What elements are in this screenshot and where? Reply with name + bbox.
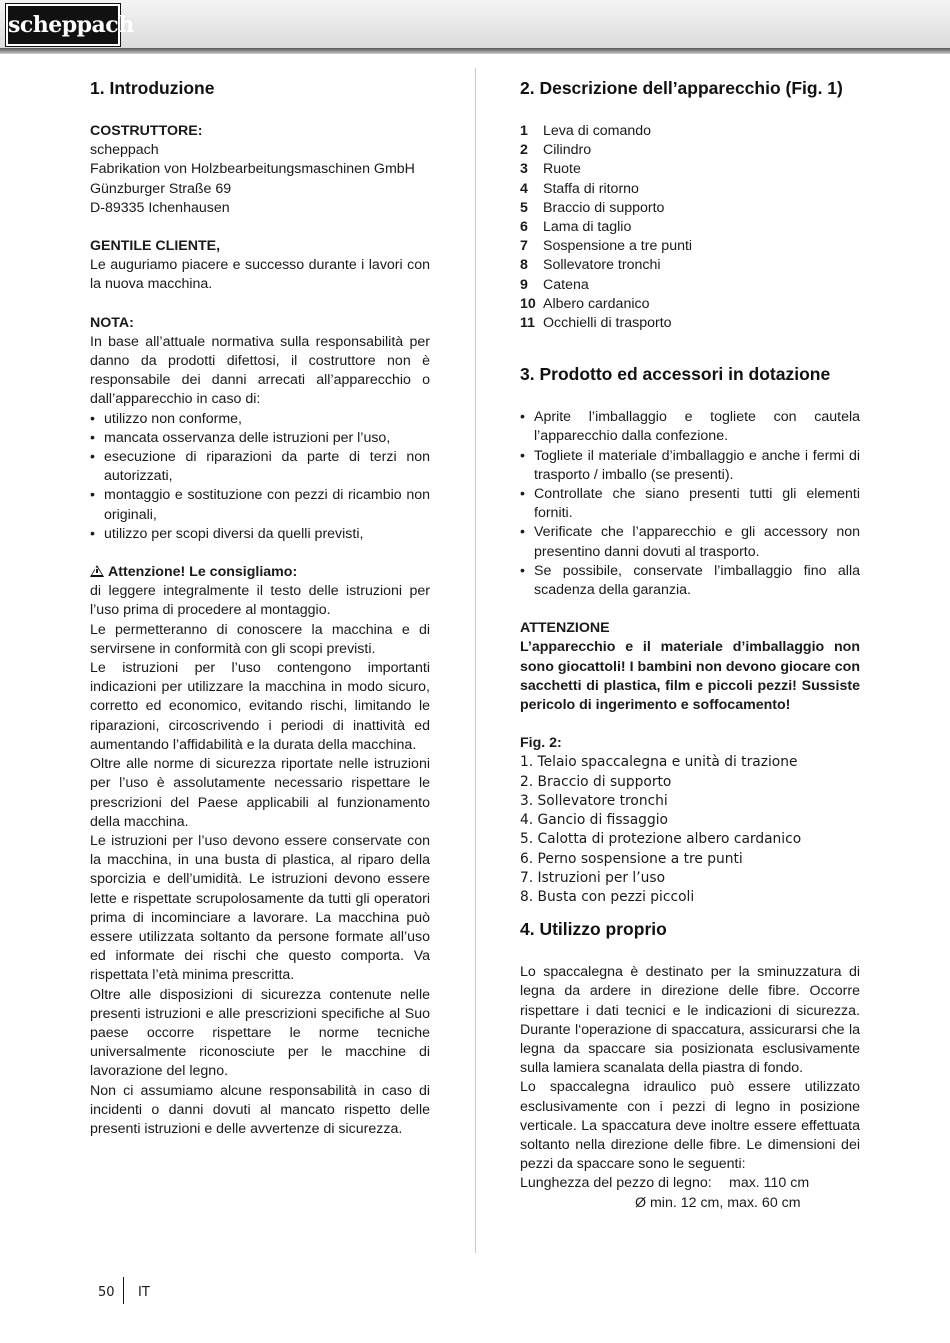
part-row xyxy=(520,237,860,256)
part-row xyxy=(520,256,860,275)
part-row xyxy=(520,218,860,237)
part-number: 4 xyxy=(520,180,528,197)
note-bullet-item: • mancata osservanza delle istruzioni per l’uso, xyxy=(90,429,430,448)
attention-paragraph: Oltre alle disposizioni di sicurezza contenute nelle presenti istruzioni e alle prescrizioni specifiche al Suo paese occorre rispettare le norme tecniche universalmente riconosciute per le macchine di lavorazione del legno. xyxy=(90,986,430,1080)
footer-divider xyxy=(123,1277,124,1304)
part-label: Sospensione a tre punti xyxy=(543,238,693,255)
dear-customer-text: Le auguriamo piacere e successo durante i lavori con la nuova macchina. xyxy=(90,257,430,293)
attention-paragraphs xyxy=(90,582,430,1139)
manufacturer-line: scheppach xyxy=(90,142,159,159)
attention-paragraph: Le istruzioni per l’uso devono essere conservate con la macchina, in una busta di plastica, al riparo della sporcizia e dell’umidità. Le istruzioni devono essere lette e rispettate scrupolosamente da tutti gli operatori prima di incominciare a lavorare. La macchina può essere utilizzata soltanto da persone formate all’uso ed informate dei rischi che questo comporta. Va rispettata l’età minima prescritta. xyxy=(90,832,430,984)
attention-heading xyxy=(90,563,430,582)
part-row xyxy=(520,199,860,218)
fig2-list xyxy=(520,753,860,907)
manufacturer-line: Günzburger Straße 69 xyxy=(90,180,232,197)
part-row xyxy=(520,276,860,295)
fig2-item: 1. Telaio spaccalegna e unità di trazione xyxy=(520,754,798,771)
part-row xyxy=(520,122,860,141)
note-bullet-list xyxy=(90,410,430,544)
scope-bullet-item: • Verificate che l’apparecchio e gli accessory non presentino danni dovuti al trasporto. xyxy=(520,523,860,561)
part-row xyxy=(520,295,860,314)
intended-use-paragraphs xyxy=(520,963,860,1174)
part-number: 11 xyxy=(520,315,535,332)
note-bullet-item: • utilizzo non conforme, xyxy=(90,410,430,429)
fig2-label: Fig. 2: xyxy=(520,735,562,752)
fig2-item: 3. Sollevatore tronchi xyxy=(520,792,668,809)
note-bullet-item: • montaggio e sostituzione con pezzi di ricambio non originali, xyxy=(90,486,430,524)
scheppach-logo: scheppach xyxy=(6,4,120,46)
fig2-item: 7. Istruzioni per l’uso xyxy=(520,869,666,886)
part-row xyxy=(520,160,860,179)
part-number: 9 xyxy=(520,276,528,293)
page-number: 50 xyxy=(98,1285,115,1300)
attention-paragraph: Le permetteranno di conoscere la macchina e di servirsene in conformità con gli scopi previsti. xyxy=(90,621,430,657)
manufacturer-address xyxy=(90,141,430,218)
part-row xyxy=(520,180,860,199)
part-number: 10 xyxy=(520,295,536,312)
manufacturer-line: D-89335 Ichenhausen xyxy=(90,199,230,216)
part-label: Cilindro xyxy=(543,142,592,159)
part-number: 8 xyxy=(520,257,528,274)
section-title-introduction: 1. Introduzione xyxy=(90,78,215,98)
fig2-item: 4. Gancio di fissaggio xyxy=(520,812,668,829)
dimension-length-value: max. 110 cm xyxy=(729,1175,810,1192)
warning-triangle-icon xyxy=(90,565,104,577)
part-label: Ruote xyxy=(543,161,581,178)
header-band xyxy=(0,0,950,48)
part-number: 7 xyxy=(520,238,528,255)
part-label: Staffa di ritorno xyxy=(543,180,639,197)
fig2-item: 6. Perno sospensione a tre punti xyxy=(520,850,743,867)
right-column xyxy=(520,76,860,1213)
fig2-item: 2. Braccio di supporto xyxy=(520,773,672,790)
part-label: Occhielli di trasporto xyxy=(543,315,672,332)
part-label: Leva di comando xyxy=(543,123,652,139)
part-number: 3 xyxy=(520,161,528,178)
part-label: Catena xyxy=(543,276,589,293)
warning-text: L’apparecchio e il materiale d’imballaggio non sono giocattoli! I bambini non devono giocare con sacchetti di plastica, film e piccoli pezzi! Sussiste pericolo di ingerimento e soffocamento! xyxy=(520,639,860,714)
scope-bullet-list xyxy=(520,408,860,600)
part-number: 2 xyxy=(520,142,528,159)
warning-label: ATTENZIONE xyxy=(520,620,610,637)
scope-bullet-item: • Controllate che siano presenti tutti gli elementi forniti. xyxy=(520,485,860,523)
part-label: Albero cardanico xyxy=(543,295,650,312)
column-divider xyxy=(475,68,476,1253)
scope-bullet-item: • Togliete il materiale d’imballaggio e anche i fermi di trasporto / imballo (se presenti). xyxy=(520,447,860,485)
attention-label: Attenzione! Le consigliamo: xyxy=(108,564,298,581)
manufacturer-label: COSTRUTTORE: xyxy=(90,123,203,139)
header-rule xyxy=(0,48,950,54)
dear-customer-label: GENTILE CLIENTE, xyxy=(90,238,221,255)
note-text: In base all’attuale normativa sulla responsabilità per danno da prodotti difettosi, il costruttore non è responsabile dei danni arrecati all’apparecchio o dall’apparecchio in caso di: xyxy=(90,333,430,408)
part-number: 6 xyxy=(520,219,528,236)
dimension-length-row xyxy=(520,1174,860,1193)
attention-paragraph: Non ci assumiamo alcune responsabilità in caso di incidenti o danni dovuti al mancato rispetto delle presenti istruzioni e delle avvertenze di sicurezza. xyxy=(90,1082,430,1137)
part-label: Lama di taglio xyxy=(543,219,632,236)
part-label: Sollevatore tronchi xyxy=(543,257,661,274)
language-code: IT xyxy=(138,1285,150,1300)
note-bullet-item: • utilizzo per scopi diversi da quelli previsti, xyxy=(90,525,430,544)
part-row xyxy=(520,314,860,333)
intended-use-paragraph: Lo spaccalegna è destinato per la sminuzzatura di legna da ardere in direzione delle fibre. Occorre rispettare i dati tecnici e le indicazioni di sicurezza. Durante l‘operazione di spaccatura, assicurarsi che la legna da spaccare sia posizionata esclusivamente sulla lamiera scanalata della piastra di fondo. xyxy=(520,964,860,1077)
part-number: 1 xyxy=(520,123,528,139)
section-title-scope: 3. Prodotto ed accessori in dotazione xyxy=(520,364,831,385)
manufacturer-line: Fabrikation von Holzbearbeitungsmaschinen GmbH xyxy=(90,161,415,178)
section-title-description: 2. Descrizione dell’apparecchio (Fig. 1) xyxy=(520,78,843,98)
intended-use-paragraph: Lo spaccalegna idraulico può essere utilizzato esclusivamente con i pezzi di legno in posizione verticale. La spaccatura deve inoltre essere effettuata soltanto nella direzione delle fibre. Le dimensioni dei pezzi da spaccare sono le seguenti: xyxy=(520,1079,860,1173)
attention-paragraph: di leggere integralmente il testo delle istruzioni per l’uso prima di procedere al montaggio. xyxy=(90,583,430,619)
section-title-intended-use: 4. Utilizzo proprio xyxy=(520,919,667,940)
parts-list xyxy=(520,122,860,333)
scope-bullet-item: • Se possibile, conservate l’imballaggio fino alla scadenza della garanzia. xyxy=(520,562,860,600)
attention-paragraph: Le istruzioni per l’uso contengono importanti indicazioni per utilizzare la macchina in modo sicuro, corretto ed economico, evitando rischi, limitando le riparazioni, circoscrivendo i periodi di inattività ed aumentando l’affidabilità e la durata della macchina. xyxy=(90,660,430,753)
part-number: 5 xyxy=(520,199,528,216)
fig2-item: 5. Calotta di protezione albero cardanico xyxy=(520,831,802,848)
part-row xyxy=(520,141,860,160)
dimension-label: Lunghezza del pezzo di legno: xyxy=(520,1175,712,1192)
note-label: NOTA: xyxy=(90,314,134,331)
scope-bullet-item: • Aprite l’imballaggio e togliete con cautela l’apparecchio dalla confezione. xyxy=(520,408,860,446)
note-bullet-item: • esecuzione di riparazioni da parte di terzi non autorizzati, xyxy=(90,448,430,486)
fig2-item: 8. Busta con pezzi piccoli xyxy=(520,888,695,905)
attention-paragraph: Oltre alle norme di sicurezza riportate nelle istruzioni per l’uso è assolutamente necessario rispettare le prescrizioni del Paese applicabili al funzionamento della macchina. xyxy=(90,756,430,830)
part-label: Braccio di supporto xyxy=(543,199,665,216)
left-column xyxy=(90,76,430,1139)
dimension-diameter-value: Ø min. 12 cm, max. 60 cm xyxy=(635,1194,801,1211)
